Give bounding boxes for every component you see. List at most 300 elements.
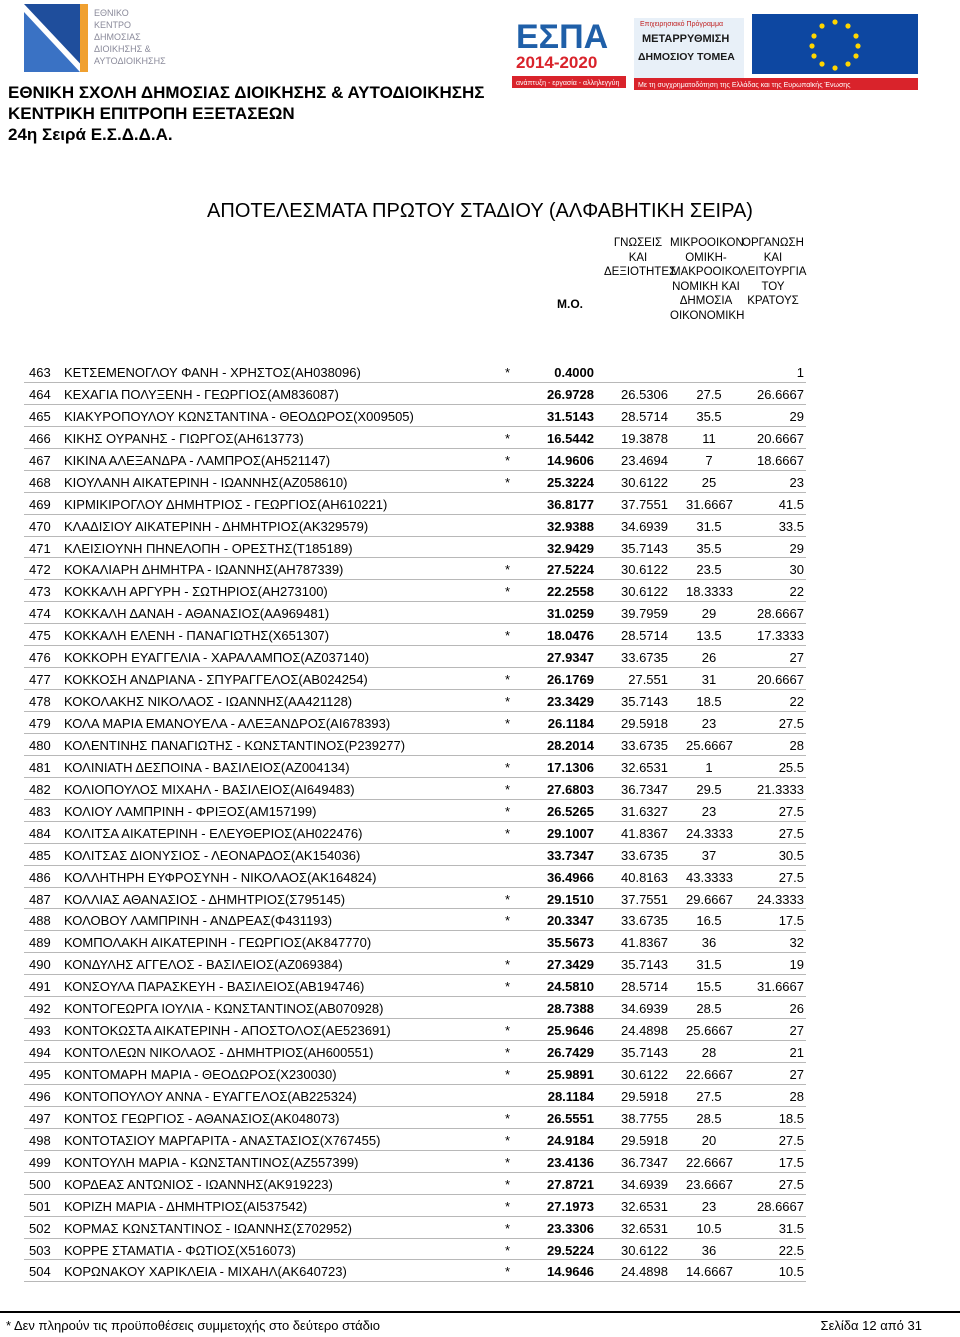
column-header-organization-line: ΤΟΥ — [761, 280, 785, 293]
score-organization: 22 — [789, 694, 804, 710]
ineligible-mark: * — [505, 891, 511, 907]
score-economics: 25.6667 — [686, 1023, 733, 1039]
average-score: 26.1184 — [547, 716, 594, 731]
row-number: 480 — [29, 737, 51, 753]
candidate-name: ΚΙΡΜΙΚΙΡΟΓΛΟΥ ΔΗΜΗΤΡΙΟΣ - ΓΕΩΡΓΙΟΣ(ΑΗ610221) — [64, 496, 388, 512]
average-score: 28.2014 — [547, 737, 594, 753]
candidate-name: ΚΟΡΙΖΗ ΜΑΡΙΑ - ΔΗΜΗΤΡΙΟΣ(ΑΙ537542) — [64, 1198, 308, 1214]
logo-line-4: ΔΙΟΙΚΗΣΗΣ & — [94, 44, 151, 54]
espa-wordmark: ΕΣΠΑ — [516, 18, 609, 56]
row-number: 478 — [29, 694, 51, 710]
row-number: 499 — [29, 1154, 51, 1170]
score-knowledge: 29.5918 — [621, 1132, 668, 1148]
row-number: 474 — [29, 606, 51, 622]
score-economics: 18.5 — [696, 694, 722, 710]
table-row — [24, 778, 806, 800]
row-number: 466 — [29, 430, 51, 446]
score-economics: 14.6667 — [686, 1264, 733, 1280]
average-score: 27.9347 — [547, 650, 594, 666]
table-row — [24, 1173, 806, 1195]
row-number: 489 — [29, 935, 51, 951]
average-score: 26.5265 — [547, 803, 594, 819]
logo-line-2: ΚΕΝΤΡΟ — [94, 20, 132, 30]
score-organization: 19 — [789, 957, 804, 973]
ineligible-mark: * — [505, 452, 511, 468]
page-number: Σελίδα 12 από 31 — [820, 1318, 922, 1333]
candidate-name: ΚΟΜΠΟΛΑΚΗ ΑΙΚΑΤΕΡΙΝΗ - ΓΕΩΡΓΙΟΣ(ΑΚ847770) — [64, 935, 372, 951]
candidate-name: ΚΟΚΑΛΙΑΡΗ ΔΗΜΗΤΡΑ - ΙΩΑΝΝΗΣ(ΑΗ787339) — [64, 562, 344, 578]
score-economics: 26 — [701, 650, 717, 666]
ineligible-mark: * — [505, 1110, 511, 1126]
average-score: 36.4966 — [547, 869, 594, 885]
ineligible-mark: * — [505, 474, 511, 490]
candidate-name: ΚΟΛΙΤΣΑΣ ΔΙΟΝΥΣΙΟΣ - ΛΕΟΝΑΡΔΟΣ(ΑΚ154036) — [64, 847, 361, 863]
column-header-knowledge-line: ΓΝΩΣΕΙΣ ΚΑΙ — [613, 237, 663, 264]
average-score: 23.4136 — [547, 1154, 594, 1170]
candidate-name: ΚΟΛΙΤΣΑ ΑΙΚΑΤΕΡΙΝΗ - ΕΛΕΥΘΕΡΙΟΣ(ΑΗ022476) — [64, 825, 363, 841]
score-economics: 36 — [701, 935, 717, 951]
candidate-name: ΚΙΚΙΝΑ ΑΛΕΞΑΝΔΡΑ - ΛΑΜΠΡΟΣ(ΑΗ521147) — [64, 452, 331, 468]
score-knowledge: 27.551 — [628, 672, 668, 688]
score-knowledge: 39.7959 — [621, 606, 668, 622]
score-organization: 27.5 — [778, 1176, 804, 1192]
ineligible-mark: * — [505, 1176, 511, 1192]
table-row — [24, 997, 806, 1019]
score-economics: 23 — [701, 716, 717, 731]
average-score: 26.5551 — [547, 1110, 594, 1126]
table-row — [24, 844, 806, 866]
candidate-name: ΚΟΝΤΟΠΟΥΛΟΥ ΑΝΝΑ - ΕΥΑΓΓΕΛΟΣ(ΑΒ225324) — [64, 1088, 357, 1104]
score-economics: 20 — [701, 1132, 717, 1148]
candidate-name: ΚΟΝΤΟΚΩΣΤΑ ΑΙΚΑΤΕΡΙΝΗ - ΑΠΟΣΤΟΛΟΣ(ΑΕ523691) — [64, 1023, 391, 1039]
score-knowledge: 30.6122 — [621, 1067, 668, 1082]
table-row — [24, 1107, 806, 1129]
program-line-3: ΔΗΜΟΣΙΟΥ ΤΟΜΕΑ — [638, 51, 735, 63]
average-score: 27.3429 — [547, 957, 594, 973]
table-row — [24, 383, 806, 405]
score-organization: 22.5 — [778, 1242, 804, 1258]
average-score: 27.5224 — [547, 562, 594, 578]
score-knowledge: 33.6735 — [621, 913, 668, 929]
table-row — [24, 646, 806, 668]
score-knowledge: 33.6735 — [621, 737, 668, 753]
score-organization: 1 — [796, 365, 804, 380]
row-number: 502 — [29, 1220, 51, 1236]
row-number: 481 — [29, 759, 51, 775]
table-row — [24, 909, 806, 931]
average-score: 17.1306 — [547, 759, 594, 775]
candidate-name: ΚΟΝΣΟΥΛΑ ΠΑΡΑΣΚΕΥΗ - ΒΑΣΙΛΕΙΟΣ(ΑΒ194746) — [64, 979, 365, 995]
score-economics: 28.5 — [696, 1001, 722, 1017]
ineligible-mark: * — [505, 1242, 511, 1258]
row-number: 496 — [29, 1088, 51, 1104]
average-score: 36.8177 — [547, 496, 594, 512]
score-organization: 27.5 — [778, 716, 804, 731]
ineligible-mark: * — [505, 1023, 511, 1039]
score-organization: 25.5 — [778, 759, 804, 775]
table-row — [24, 558, 806, 580]
average-score: 0.4000 — [554, 365, 594, 380]
score-organization: 31.5 — [778, 1220, 804, 1236]
row-number: 504 — [29, 1264, 51, 1280]
table-row — [24, 1019, 806, 1041]
score-economics: 43.3333 — [686, 869, 733, 885]
score-knowledge: 35.7143 — [621, 1045, 668, 1061]
average-score: 29.1007 — [547, 825, 594, 841]
column-header-economics-line: ΟΜΙΚΗ- — [685, 251, 727, 264]
score-economics: 27.5 — [696, 1088, 722, 1104]
row-number: 488 — [29, 913, 51, 929]
candidate-name: ΚΟΡΜΑΣ ΚΩΝΣΤΑΝΤΙΝΟΣ - ΙΩΑΝΝΗΣ(Σ702952) — [64, 1220, 352, 1236]
candidate-name: ΚΟΚΚΟΣΗ ΑΝΔΡΙΑΝΑ - ΣΠΥΡΑΓΓΕΛΟΣ(ΑΒ024254) — [64, 672, 368, 688]
row-number: 465 — [29, 408, 51, 424]
committee-name: ΚΕΝΤΡΙΚΗ ΕΠΙΤΡΟΠΗ ΕΞΕΤΑΣΕΩΝ — [8, 104, 295, 123]
program-line-2: ΜΕΤΑΡΡΥΘΜΙΣΗ — [642, 33, 730, 45]
score-organization: 21 — [789, 1045, 804, 1061]
table-row — [24, 1195, 806, 1217]
column-header-organization-line: ΚΡΑΤΟΥΣ — [747, 295, 799, 307]
score-economics: 35.5 — [696, 408, 722, 424]
candidate-name: ΚΟΛΕΝΤΙΝΗΣ ΠΑΝΑΓΙΩΤΗΣ - ΚΩΝΣΤΑΝΤΙΝΟΣ(Ρ239277) — [64, 737, 406, 753]
average-score: 14.9606 — [547, 452, 594, 468]
ineligible-mark: * — [505, 365, 511, 380]
row-number: 471 — [29, 540, 51, 556]
score-economics: 11 — [702, 430, 716, 446]
footer-divider — [0, 1311, 960, 1313]
candidate-name: ΚΟΝΤΟΜΑΡΗ ΜΑΡΙΑ - ΘΕΟΔΩΡΟΣ(Χ230030) — [64, 1067, 337, 1082]
score-organization: 27 — [789, 1067, 804, 1082]
average-score: 23.3306 — [547, 1220, 594, 1236]
candidate-name: ΚΟΝΤΟΤΑΣΙΟΥ ΜΑΡΓΑΡΙΤΑ - ΑΝΑΣΤΑΣΙΟΣ(Χ767455) — [64, 1132, 381, 1148]
score-economics: 24.3333 — [686, 825, 733, 841]
score-knowledge: 41.8367 — [621, 935, 668, 951]
score-organization: 30.5 — [778, 847, 804, 863]
column-header-economics — [670, 236, 745, 323]
average-score: 16.5442 — [547, 430, 594, 446]
score-economics: 18.3333 — [686, 584, 733, 600]
ineligible-mark: * — [505, 825, 511, 841]
candidate-name: ΚΟΝΤΟΥΛΗ ΜΑΡΙΑ - ΚΩΝΣΤΑΝΤΙΝΟΣ(ΑΖ557399) — [64, 1154, 359, 1170]
column-header-knowledge-line: ΔΕΞΙΟΤΗΤΕΣ — [604, 266, 677, 278]
average-score: 28.1184 — [547, 1088, 594, 1104]
table-row — [24, 624, 806, 646]
score-economics: 25 — [701, 474, 717, 490]
table-row — [24, 975, 806, 997]
candidate-name: ΚΙΟΥΛΑΝΗ ΑΙΚΑΤΕΡΙΝΗ - ΙΩΑΝΝΗΣ(ΑΖ058610) — [64, 474, 348, 490]
score-organization: 29 — [789, 408, 804, 424]
candidate-name: ΚΟΚΟΛΑΚΗΣ ΝΙΚΟΛΑΟΣ - ΙΩΑΝΝΗΣ(ΑΑ421128) — [64, 694, 353, 710]
column-header-knowledge — [604, 236, 677, 280]
candidate-name: ΚΟΚΚΟΡΗ ΕΥΑΓΓΕΛΙΑ - ΧΑΡΑΛΑΜΠΟΣ(ΑΖ037140) — [64, 650, 370, 666]
score-knowledge: 32.6531 — [621, 1220, 668, 1236]
candidate-name: ΚΟΝΤΟΣ ΓΕΩΡΓΙΟΣ - ΑΘΑΝΑΣΙΟΣ(ΑΚ048073) — [64, 1110, 340, 1126]
score-knowledge: 37.7551 — [621, 891, 668, 907]
table-row — [24, 1085, 806, 1107]
score-knowledge: 30.6122 — [621, 562, 668, 578]
row-number: 503 — [29, 1242, 51, 1258]
table-row — [24, 1239, 806, 1261]
score-knowledge: 30.6122 — [621, 584, 668, 600]
score-knowledge: 34.6939 — [621, 1001, 668, 1017]
table-row — [24, 931, 806, 953]
average-score: 31.5143 — [547, 408, 594, 424]
column-header-economics-line: ΟΙΚΟΝΟΜΙΚΗ — [670, 309, 745, 322]
score-knowledge: 35.7143 — [621, 694, 668, 710]
score-organization: 18.6667 — [757, 452, 804, 468]
score-knowledge: 26.5306 — [621, 386, 668, 402]
score-economics: 25.6667 — [686, 737, 733, 753]
average-score: 32.9388 — [547, 518, 594, 534]
score-organization: 28 — [789, 1088, 804, 1104]
logo-line-3: ΔΗΜΟΣΙΑΣ — [94, 32, 141, 42]
score-economics: 29 — [701, 606, 717, 622]
table-row — [24, 602, 806, 624]
score-knowledge: 38.7755 — [621, 1110, 668, 1126]
score-organization: 17.5 — [778, 913, 804, 929]
score-knowledge: 31.6327 — [621, 803, 668, 819]
ineligible-mark: * — [505, 1045, 511, 1061]
footnote: * Δεν πληρούν τις προϋποθέσεις συμμετοχής στο δεύτερο στάδιο — [6, 1318, 380, 1333]
table-row — [24, 756, 806, 778]
ineligible-mark: * — [505, 1264, 511, 1280]
column-header-economics-line: ΝΟΜΙΚΗ ΚΑΙ — [672, 280, 740, 293]
score-organization: 23 — [789, 474, 804, 490]
score-organization: 27.5 — [778, 825, 804, 841]
score-economics: 22.6667 — [686, 1067, 733, 1082]
score-knowledge: 36.7347 — [621, 781, 668, 797]
table-row — [24, 822, 806, 844]
ineligible-mark: * — [505, 1067, 511, 1082]
score-organization: 17.5 — [778, 1154, 804, 1170]
table-row — [24, 537, 806, 559]
eu-caption: Με τη συγχρηματοδότηση της Ελλάδας και της Ευρωπαϊκής Ένωσης — [638, 82, 851, 89]
institution-name: ΕΘΝΙΚΗ ΣΧΟΛΗ ΔΗΜΟΣΙΑΣ ΔΙΟΙΚΗΣΗΣ & ΑΥΤΟΔΙΟΙΚΗΣΗΣ — [8, 83, 485, 102]
score-knowledge: 29.5918 — [621, 716, 668, 731]
row-number: 473 — [29, 584, 51, 600]
column-header-economics-line: ΜΙΚΡΟΟΙΚΟΝ — [670, 237, 744, 249]
score-economics: 13.5 — [696, 628, 722, 644]
column-header-economics-line: ΜΑΚΡΟΟΙΚΟ — [671, 266, 741, 278]
row-number: 470 — [29, 518, 51, 534]
candidate-name: ΚΕΧΑΓΙΑ ΠΟΛΥΞΕΝΗ - ΓΕΩΡΓΙΟΣ(ΑΜ836087) — [64, 386, 339, 402]
row-number: 469 — [29, 496, 51, 512]
average-score: 33.7347 — [547, 847, 594, 863]
table-row — [24, 1129, 806, 1151]
score-organization: 28.6667 — [757, 606, 804, 622]
average-score: 25.3224 — [547, 474, 594, 490]
espa-logo-strip — [512, 12, 920, 92]
score-knowledge: 34.6939 — [621, 1176, 668, 1192]
ineligible-mark: * — [505, 1132, 511, 1148]
average-score: 27.6803 — [547, 781, 594, 797]
ineligible-mark: * — [505, 628, 511, 644]
score-knowledge: 33.6735 — [621, 650, 668, 666]
score-economics: 31.6667 — [686, 496, 733, 512]
row-number: 475 — [29, 628, 51, 644]
score-organization: 30 — [789, 562, 804, 578]
average-score: 25.9891 — [547, 1067, 594, 1082]
row-number: 467 — [29, 452, 51, 468]
row-number: 484 — [29, 825, 51, 841]
document-title: ΑΠΟΤΕΛΕΣΜΑΤΑ ΠΡΩΤΟΥ ΣΤΑΔΙΟΥ (ΑΛΦΑΒΗΤΙΚΗ ΣΕΙΡΑ) — [207, 200, 753, 222]
score-organization: 32 — [789, 935, 804, 951]
row-number: 483 — [29, 803, 51, 819]
score-knowledge: 23.4694 — [621, 452, 668, 468]
score-economics: 37 — [701, 847, 717, 863]
average-score: 24.5810 — [547, 979, 594, 995]
average-score: 31.0259 — [547, 606, 594, 622]
ineligible-mark: * — [505, 672, 511, 688]
ineligible-mark: * — [505, 716, 511, 731]
score-knowledge: 24.4898 — [621, 1023, 668, 1039]
score-knowledge: 28.5714 — [621, 628, 668, 644]
score-knowledge: 32.6531 — [621, 759, 668, 775]
row-number: 490 — [29, 957, 51, 973]
score-economics: 31 — [701, 672, 717, 688]
average-score: 26.9728 — [547, 386, 594, 402]
ineligible-mark: * — [505, 759, 511, 775]
average-score: 28.7388 — [547, 1001, 594, 1017]
score-organization: 28.6667 — [757, 1198, 804, 1214]
score-organization: 20.6667 — [757, 430, 804, 446]
score-knowledge: 29.5918 — [621, 1088, 668, 1104]
espa-years: 2014-2020 — [516, 53, 598, 72]
score-organization: 27 — [789, 650, 804, 666]
score-knowledge: 37.7551 — [621, 496, 668, 512]
candidate-name: ΚΟΛΛΗΤΗΡΗ ΕΥΦΡΟΣΥΝΗ - ΝΙΚΟΛΑΟΣ(ΑΚ164824) — [64, 869, 377, 885]
ineligible-mark: * — [505, 1154, 511, 1170]
score-knowledge: 41.8367 — [621, 825, 668, 841]
table-row — [24, 734, 806, 756]
row-number: 479 — [29, 716, 51, 731]
row-number: 493 — [29, 1023, 51, 1039]
ineligible-mark: * — [505, 957, 511, 973]
score-knowledge: 19.3878 — [621, 430, 668, 446]
average-score: 32.9429 — [547, 540, 594, 556]
row-number: 487 — [29, 891, 51, 907]
candidate-name: ΚΟΝΤΟΛΕΩΝ ΝΙΚΟΛΑΟΣ - ΔΗΜΗΤΡΙΟΣ(ΑΗ600551) — [64, 1045, 374, 1061]
score-organization: 27.5 — [778, 1132, 804, 1148]
ineligible-mark: * — [505, 584, 511, 600]
row-number: 472 — [29, 562, 51, 578]
column-header-organization-line: ΛΕΙΤΟΥΡΓΙΑ — [740, 266, 807, 278]
average-score: 26.7429 — [547, 1045, 594, 1061]
ineligible-mark: * — [505, 430, 511, 446]
ineligible-mark: * — [505, 562, 511, 578]
average-score: 27.1973 — [547, 1198, 594, 1214]
series-name: 24η Σειρά Ε.Σ.Δ.Δ.Α. — [8, 125, 173, 144]
table-row — [24, 953, 806, 975]
score-organization: 28 — [789, 737, 804, 753]
score-knowledge: 30.6122 — [621, 474, 668, 490]
candidate-name: ΚΟΡΔΕΑΣ ΑΝΤΩΝΙΟΣ - ΙΩΑΝΝΗΣ(ΑΚ919223) — [64, 1176, 333, 1192]
ineligible-mark: * — [505, 979, 511, 995]
score-organization: 21.3333 — [757, 781, 804, 797]
score-organization: 22 — [789, 584, 804, 600]
score-economics: 28.5 — [696, 1110, 722, 1126]
score-knowledge: 32.6531 — [621, 1198, 668, 1214]
score-organization: 31.6667 — [757, 979, 804, 995]
table-row — [24, 888, 806, 910]
average-score: 18.0476 — [547, 628, 594, 644]
average-score: 29.1510 — [547, 891, 594, 907]
score-organization: 26.6667 — [757, 386, 804, 402]
score-economics: 22.6667 — [686, 1154, 733, 1170]
candidate-name: ΚΟΛΟΒΟΥ ΛΑΜΠΡΙΝΗ - ΑΝΔΡΕΑΣ(Φ431193) — [64, 913, 333, 929]
score-organization: 27.5 — [778, 869, 804, 885]
average-score: 26.1769 — [547, 672, 594, 688]
score-economics: 36 — [701, 1242, 717, 1258]
score-organization: 33.5 — [778, 518, 804, 534]
score-economics: 29.5 — [696, 781, 722, 797]
table-row — [24, 427, 806, 449]
average-score: 29.5224 — [547, 1242, 594, 1258]
score-economics: 10.5 — [696, 1220, 722, 1236]
score-economics: 7 — [705, 452, 713, 468]
table-row — [24, 471, 806, 493]
score-knowledge: 24.4898 — [621, 1264, 668, 1280]
average-score: 35.5673 — [547, 935, 594, 951]
average-score: 25.9646 — [547, 1023, 594, 1039]
results-table — [24, 361, 806, 1282]
ineligible-mark: * — [505, 781, 511, 797]
ineligible-mark: * — [505, 913, 511, 929]
row-number: 501 — [29, 1198, 51, 1214]
table-row — [24, 1260, 806, 1282]
score-knowledge: 40.8163 — [621, 869, 668, 885]
table-row — [24, 712, 806, 734]
candidate-name: ΚΟΡΡΕ ΣΤΑΜΑΤΙΑ - ΦΩΤΙΟΣ(Χ516073) — [64, 1242, 296, 1258]
table-row — [24, 580, 806, 602]
row-number: 497 — [29, 1110, 51, 1126]
score-knowledge: 33.6735 — [621, 847, 668, 863]
column-header-organization — [740, 236, 806, 309]
score-organization: 27 — [789, 1023, 804, 1039]
score-organization: 10.5 — [778, 1264, 804, 1280]
table-row — [24, 800, 806, 822]
candidate-name: ΚΛΑΔΙΣΙΟΥ ΑΙΚΑΤΕΡΙΝΗ - ΔΗΜΗΤΡΙΟΣ(ΑΚ329579) — [64, 518, 369, 534]
candidate-name: ΚΟΛΑ ΜΑΡΙΑ ΕΜΑΝΟΥΕΛΑ - ΑΛΕΞΑΝΔΡΟΣ(ΑΙ678393) — [64, 716, 391, 731]
candidate-name: ΚΟΚΚΑΛΗ ΕΛΕΝΗ - ΠΑΝΑΓΙΩΤΗΣ(Χ651307) — [64, 628, 330, 644]
table-row — [24, 515, 806, 537]
row-number: 464 — [29, 386, 51, 402]
row-number: 491 — [29, 979, 51, 995]
candidate-name: ΚΟΛΛΙΑΣ ΑΘΑΝΑΣΙΟΣ - ΔΗΜΗΤΡΙΟΣ(Σ795145) — [64, 891, 346, 907]
row-number: 486 — [29, 869, 51, 885]
score-knowledge: 35.7143 — [621, 540, 668, 556]
row-number: 463 — [29, 365, 51, 380]
row-number: 485 — [29, 847, 51, 863]
score-organization: 26 — [789, 1001, 804, 1017]
ineligible-mark: * — [505, 1220, 511, 1236]
score-economics: 31.5 — [696, 518, 722, 534]
score-economics: 31.5 — [696, 957, 722, 973]
table-row — [24, 1217, 806, 1239]
row-number: 482 — [29, 781, 51, 797]
ineligible-mark: * — [505, 694, 511, 710]
score-economics: 28 — [701, 1045, 717, 1061]
candidate-name: ΚΟΛΙΟΠΟΥΛΟΣ ΜΙΧΑΗΛ - ΒΑΣΙΛΕΙΟΣ(ΑΙ649483) — [64, 781, 355, 797]
score-economics: 23.5 — [696, 562, 722, 578]
average-score: 27.8721 — [547, 1176, 594, 1192]
score-knowledge: 28.5714 — [621, 979, 668, 995]
candidate-name: ΚΛΕΙΣΙΟΥΝΗ ΠΗΝΕΛΟΠΗ - ΟΡΕΣΤΗΣ(Τ185189) — [64, 540, 353, 556]
score-knowledge: 28.5714 — [621, 408, 668, 424]
row-number: 492 — [29, 1001, 51, 1017]
candidate-name: ΚΟΛΙΝΙΑΤΗ ΔΕΣΠΟΙΝΑ - ΒΑΣΙΛΕΙΟΣ(ΑΖ004134) — [64, 759, 350, 775]
score-economics: 35.5 — [696, 540, 722, 556]
score-knowledge: 35.7143 — [621, 957, 668, 973]
